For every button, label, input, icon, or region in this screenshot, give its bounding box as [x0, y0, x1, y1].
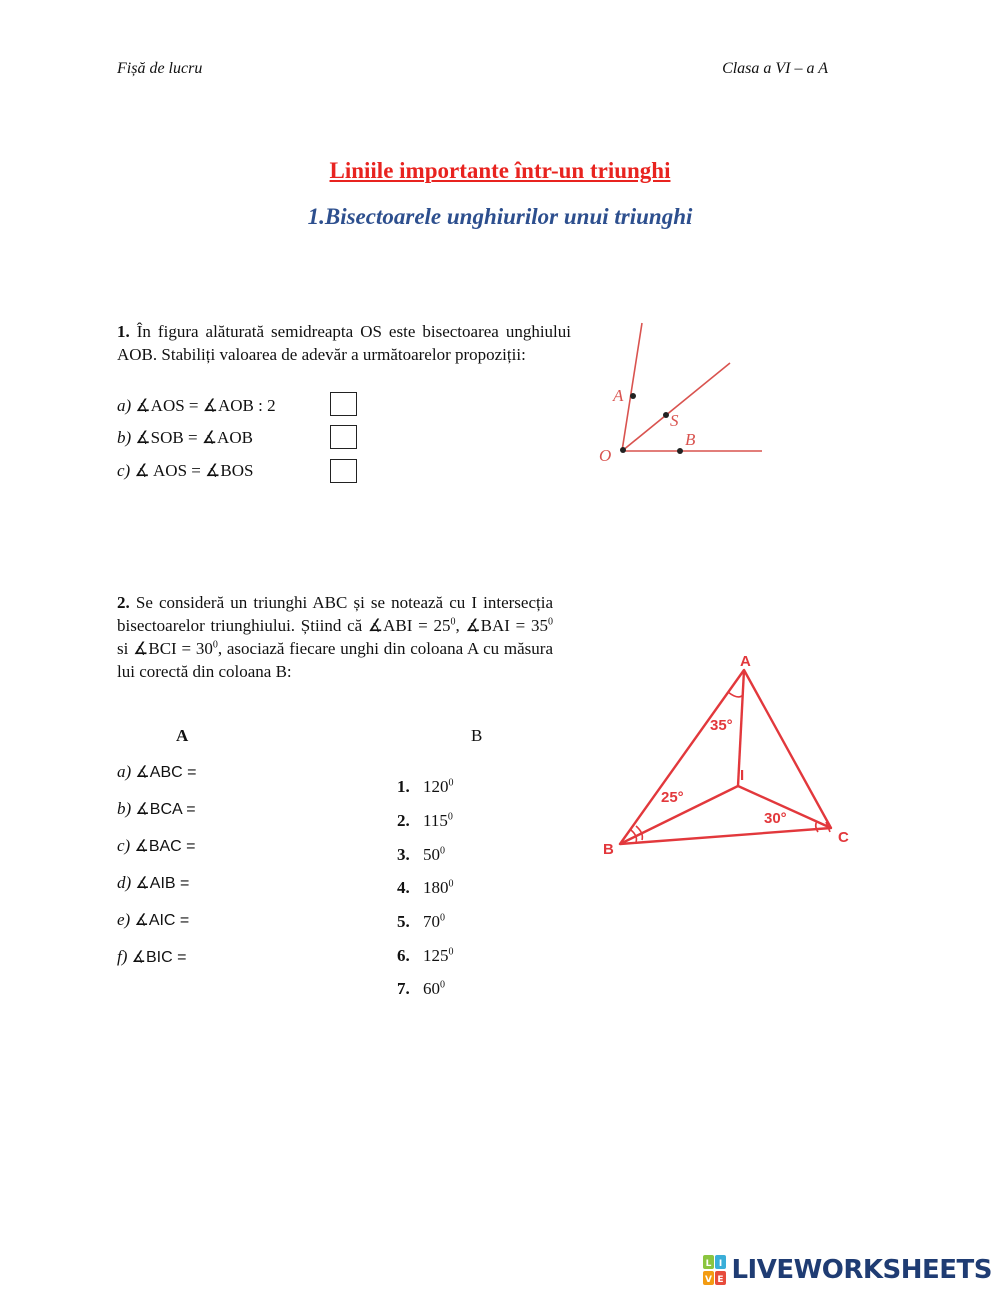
header-left: Fișă de lucru [117, 60, 203, 77]
ex2-text-part1: Se consideră un triunghi ABC și se notează cu I intersecția bisectoarelor triunghiului. Știind că ∡ABI = 25 [117, 593, 553, 635]
column-b-item [397, 946, 454, 966]
column-a-item [117, 947, 186, 967]
vertex-i: I [740, 767, 745, 784]
item-number: 7. [397, 979, 410, 998]
ex2-text-part3: si ∡BCI = 30 [117, 639, 213, 658]
item-value: 50 [423, 845, 440, 864]
degree-mark: 0 [448, 946, 454, 958]
item-value: 180 [423, 878, 449, 897]
page-title: Liniile importante într-un triunghi [329, 158, 671, 183]
column-b-item [397, 811, 453, 831]
vertex-a: A [740, 653, 751, 670]
column-b-item [397, 777, 454, 797]
ex1-statement-c [117, 461, 253, 481]
column-b-item [397, 912, 445, 932]
column-a-header: A [176, 726, 189, 745]
item-value: 120 [423, 777, 449, 796]
item-label: a) [117, 762, 132, 781]
item-text: ∡BAC = [134, 838, 196, 855]
item-text: ∡AIC = [134, 912, 190, 929]
degree-mark: 0 [548, 616, 553, 628]
ex2-text-part2: , ∡BAI = 35 [455, 616, 548, 635]
angle-label-30: 30° [764, 810, 787, 827]
item-label: b) [117, 799, 132, 818]
angle-mark-a [728, 692, 743, 697]
page-subtitle: 1.Bisectoarele unghiurilor unui triunghi [307, 204, 693, 229]
statement-label: c) [117, 461, 131, 480]
triangle-abc [620, 670, 831, 844]
column-b-item [397, 878, 454, 898]
column-a-item [117, 799, 196, 819]
answer-box-c[interactable] [330, 459, 357, 483]
item-label: c) [117, 836, 131, 855]
point-s [663, 412, 669, 418]
degree-mark: 0 [440, 845, 445, 857]
column-a-item [117, 910, 189, 930]
item-label: e) [117, 910, 131, 929]
item-number: 1. [397, 777, 410, 796]
item-text: ∡AIB = [135, 875, 190, 892]
statement-label: a) [117, 396, 132, 415]
angle-label-25: 25° [661, 789, 684, 806]
column-b-item [397, 979, 445, 999]
item-text: ∡BCA = [135, 801, 196, 818]
item-label: f) [117, 947, 128, 966]
degree-mark: 0 [448, 878, 454, 890]
column-a-item [117, 836, 196, 856]
item-number: 3. [397, 845, 410, 864]
liveworksheets-logo [703, 1254, 992, 1286]
ex1-statement-a [117, 396, 276, 416]
item-number: 2. [397, 811, 410, 830]
angle-bisector-figure [590, 318, 780, 468]
statement-label: b) [117, 428, 132, 447]
item-number: 5. [397, 912, 410, 931]
statement-text: ∡ AOS = ∡BOS [134, 461, 254, 480]
label-a: A [613, 386, 624, 405]
logo-icon [703, 1255, 727, 1285]
item-value: 115 [423, 811, 448, 830]
degree-mark: 0 [448, 777, 454, 789]
logo-letter: E [717, 1275, 725, 1285]
ex2-number: 2. [117, 593, 130, 612]
item-number: 4. [397, 878, 410, 897]
item-value: 70 [423, 912, 440, 931]
logo-text: LIVEWORKSHEETS [731, 1255, 992, 1285]
logo-letter: L [706, 1259, 712, 1269]
ex1-paragraph [117, 320, 571, 366]
ray-oa [622, 323, 642, 451]
column-b-header: B [471, 726, 483, 745]
vertex-b: B [603, 841, 614, 858]
column-b-item [397, 845, 445, 865]
item-value: 125 [423, 946, 449, 965]
degree-mark: 0 [440, 912, 445, 924]
point-a [630, 393, 636, 399]
degree-mark: 0 [447, 811, 453, 823]
item-number: 6. [397, 946, 410, 965]
item-value: 60 [423, 979, 440, 998]
answer-box-a[interactable] [330, 392, 357, 416]
degree-mark: 0 [440, 979, 445, 991]
ex2-paragraph [117, 591, 553, 683]
label-s: S [670, 411, 679, 430]
ex2-text-part4: , asociază fiecare unghi din coloana A cu măsura lui corectă din coloana B: [117, 639, 553, 681]
vertex-c: C [838, 829, 849, 846]
item-text: ∡ABC = [135, 764, 197, 781]
logo-letter: I [719, 1259, 723, 1269]
logo-letter: V [705, 1275, 713, 1285]
header-right: Clasa a VI – a A [722, 60, 828, 77]
ex1-number: 1. [117, 322, 130, 341]
answer-box-b[interactable] [330, 425, 357, 449]
angle-label-35: 35° [710, 717, 733, 734]
column-a-item [117, 762, 196, 782]
item-text: ∡BIC = [131, 949, 187, 966]
point-b [677, 448, 683, 454]
point-o [620, 447, 626, 453]
label-o: O [599, 446, 612, 465]
item-label: d) [117, 873, 132, 892]
ex1-statement-b [117, 428, 253, 448]
degree-mark: 0 [212, 639, 218, 651]
column-a-item [117, 873, 189, 893]
triangle-figure [598, 650, 858, 860]
ray-os [622, 363, 730, 451]
statement-text: ∡AOS = ∡AOB : 2 [135, 396, 276, 415]
ex1-text: În figura alăturată semidreapta OS este bisectoarea unghiului AOB. Stabiliți valoarea de adevăr a următoarelor propoziții: [117, 322, 571, 364]
label-b: B [685, 430, 696, 449]
statement-text: ∡SOB = ∡AOB [135, 428, 253, 447]
degree-mark: 0 [450, 616, 456, 628]
